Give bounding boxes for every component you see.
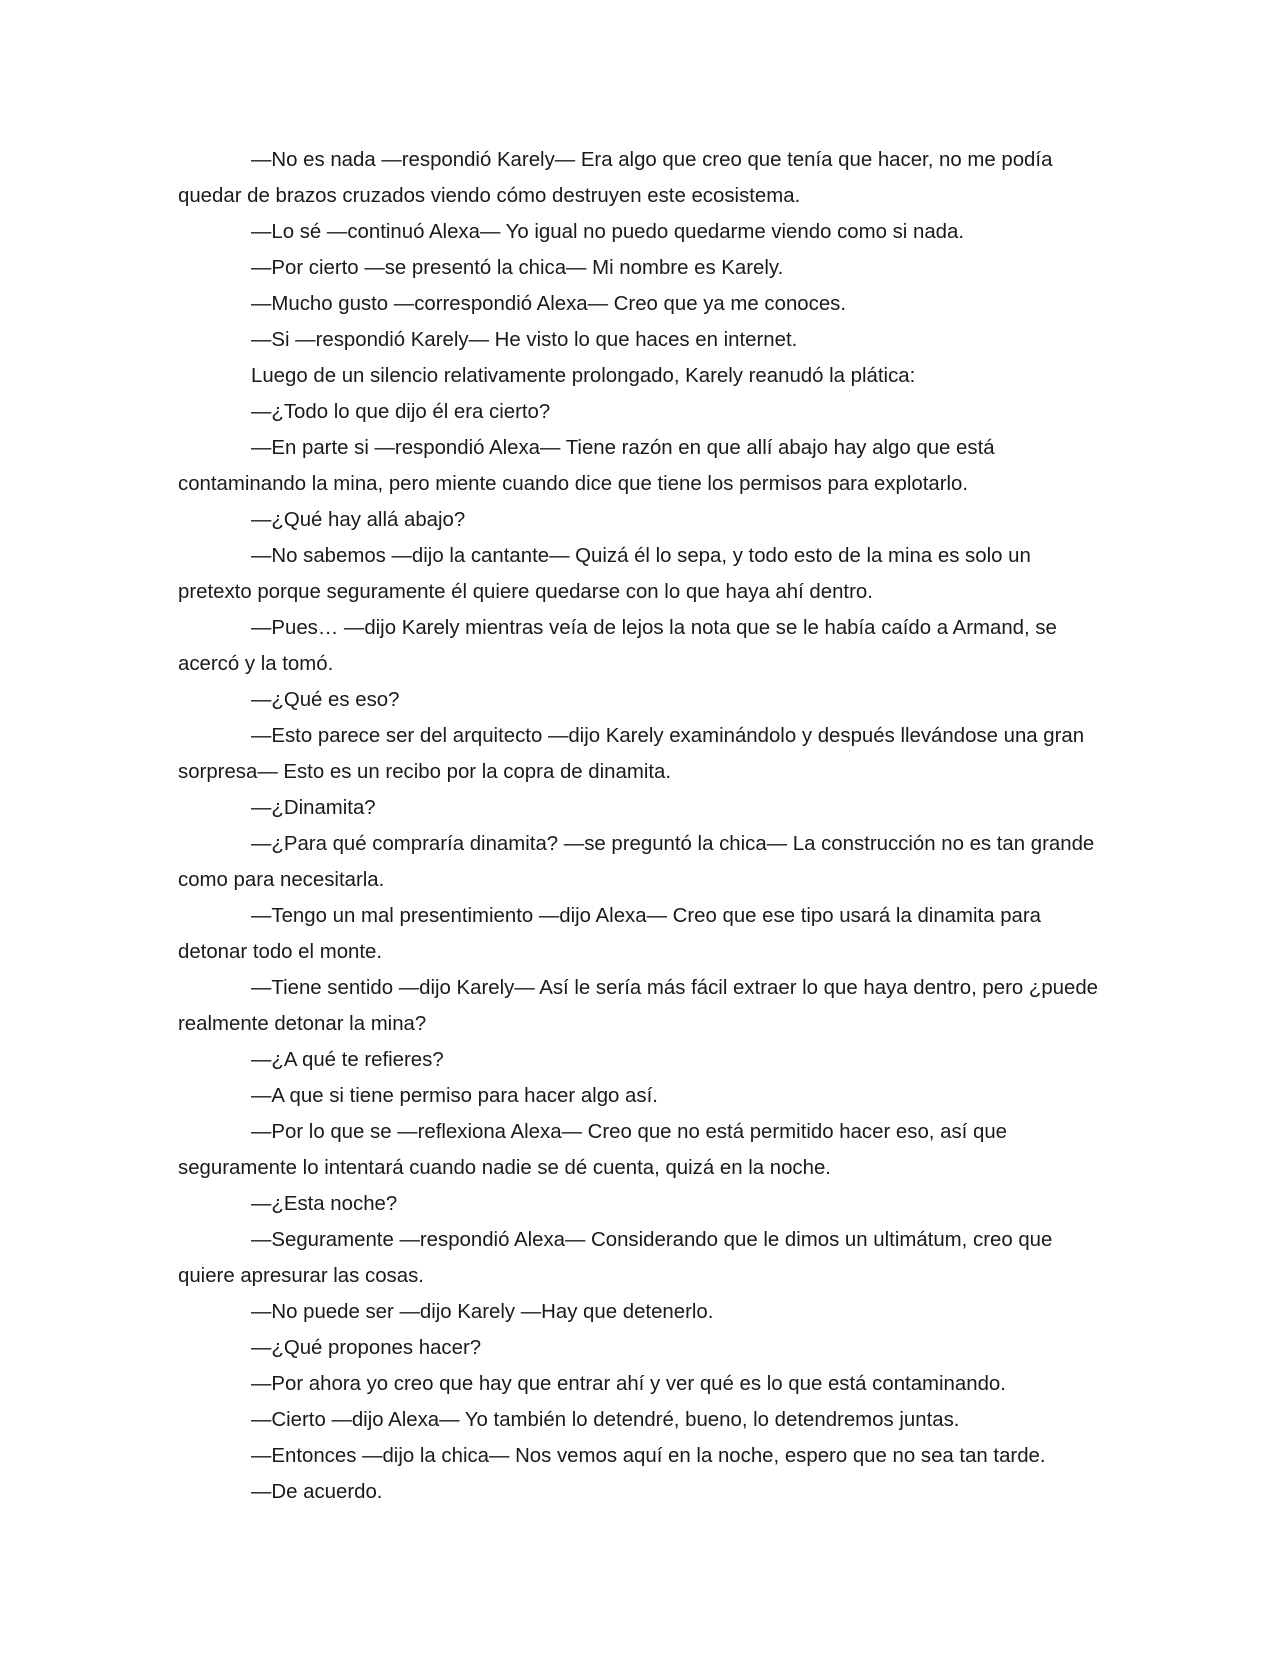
paragraph: —Por cierto —se presentó la chica— Mi nombre es Karely. (251, 257, 784, 279)
paragraph: —A que si tiene permiso para hacer algo así. (251, 1085, 658, 1107)
paragraph: —No sabemos —dijo la cantante— Quizá él lo sepa, y todo esto de la mina es solo un pretexto porque seguramente él quiere quedarse con lo que haya ahí dentro. (178, 545, 1031, 603)
paragraph: —¿Qué hay allá abajo? (251, 509, 466, 531)
paragraph: —Entonces —dijo la chica— Nos vemos aquí en la noche, espero que no sea tan tarde. (251, 1445, 1046, 1467)
paragraph: —Lo sé —continuó Alexa— Yo igual no puedo quedarme viendo como si nada. (251, 221, 965, 243)
paragraph: —¿A qué te refieres? (251, 1049, 444, 1071)
paragraph: —Si —respondió Karely— He visto lo que haces en internet. (251, 329, 798, 351)
paragraph: —Tengo un mal presentimiento —dijo Alexa— Creo que ese tipo usará la dinamita para detonar todo el monte. (178, 905, 1042, 963)
paragraph: —¿Qué propones hacer? (251, 1337, 482, 1359)
paragraph: —¿Qué es eso? (251, 689, 400, 711)
paragraph: —No puede ser —dijo Karely —Hay que detenerlo. (251, 1301, 714, 1323)
paragraph: —Cierto —dijo Alexa— Yo también lo detendré, bueno, lo detendremos juntas. (251, 1409, 960, 1431)
story-text (178, 142, 1108, 1510)
paragraph: —Mucho gusto —correspondió Alexa— Creo que ya me conoces. (251, 293, 847, 315)
paragraph: —No es nada —respondió Karely— Era algo que creo que tenía que hacer, no me podía quedar de brazos cruzados viendo cómo destruyen este ecosistema. (178, 149, 1053, 207)
paragraph: —Por lo que se —reflexiona Alexa— Creo que no está permitido hacer eso, así que seguramente lo intentará cuando nadie se dé cuenta, quizá en la noche. (178, 1121, 1008, 1179)
paragraph: —Por ahora yo creo que hay que entrar ahí y ver qué es lo que está contaminando. (251, 1373, 1006, 1395)
paragraph: —¿Dinamita? (251, 797, 376, 819)
paragraph: —Seguramente —respondió Alexa— Considerando que le dimos un ultimátum, creo que quiere apresurar las cosas. (178, 1229, 1053, 1287)
paragraph: —¿Esta noche? (251, 1193, 398, 1215)
paragraph: —En parte si —respondió Alexa— Tiene razón en que allí abajo hay algo que está contaminando la mina, pero miente cuando dice que tiene los permisos para explotarlo. (178, 437, 995, 495)
paragraph: —Esto parece ser del arquitecto —dijo Karely examinándolo y después llevándose una gran sorpresa— Esto es un recibo por la copra de dinamita. (178, 725, 1085, 783)
paragraph: —¿Para qué compraría dinamita? —se preguntó la chica— La construcción no es tan grande como para necesitarla. (178, 833, 1095, 891)
paragraph: —¿Todo lo que dijo él era cierto? (251, 401, 551, 423)
paragraph: Luego de un silencio relativamente prolongado, Karely reanudó la plática: (251, 365, 916, 387)
paragraph: —Pues… —dijo Karely mientras veía de lejos la nota que se le había caído a Armand, se acercó y la tomó. (178, 617, 1057, 675)
paragraph: —De acuerdo. (251, 1481, 383, 1503)
paragraph: —Tiene sentido —dijo Karely— Así le sería más fácil extraer lo que haya dentro, pero ¿puede realmente detonar la mina? (178, 977, 1099, 1035)
